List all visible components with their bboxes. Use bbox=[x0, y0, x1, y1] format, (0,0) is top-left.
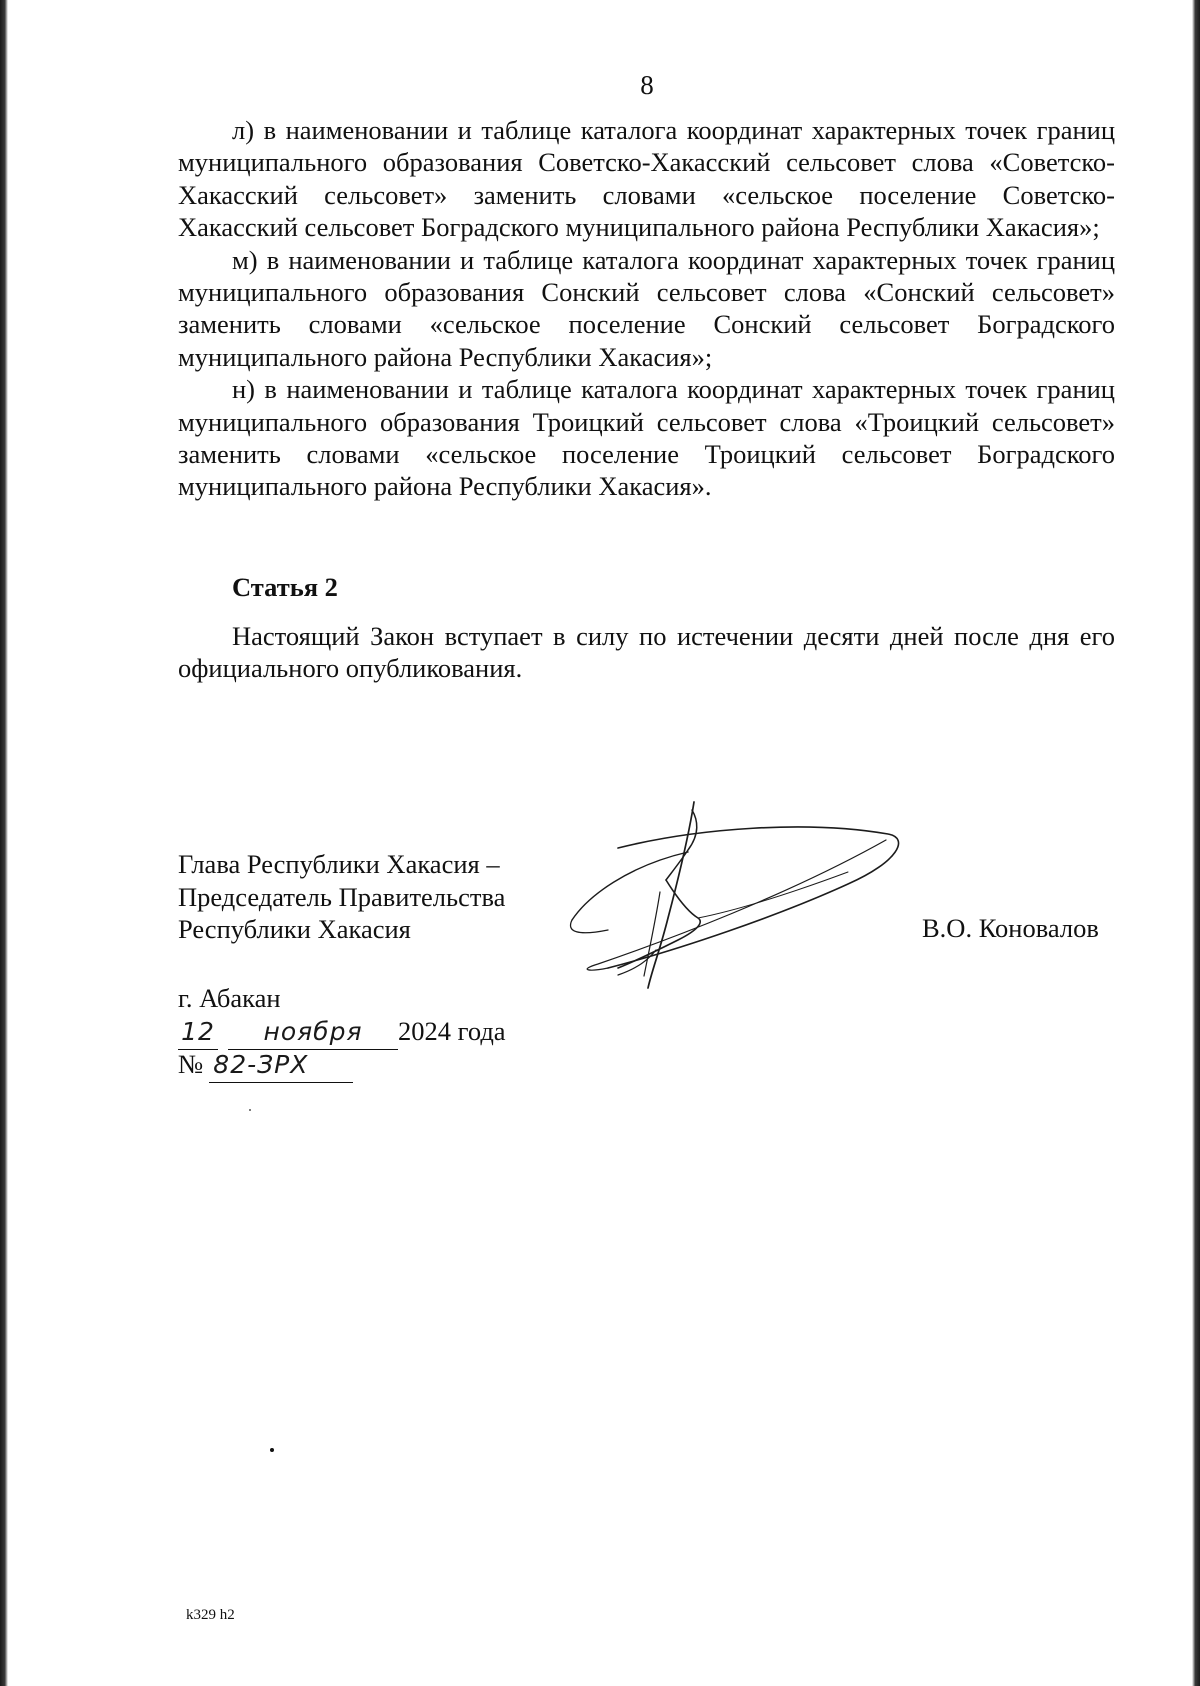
number-sign: № bbox=[178, 1049, 204, 1079]
signatory-line-1: Глава Республики Хакасия – bbox=[178, 849, 500, 879]
city: г. Абакан bbox=[178, 983, 281, 1013]
signatory-title bbox=[178, 848, 505, 946]
handwritten-signature bbox=[548, 800, 908, 990]
signatory-line-3: Республики Хакасия bbox=[178, 914, 411, 945]
scan-speck bbox=[270, 1448, 274, 1452]
amendment-item-l: л) в наименовании и таблице каталога координат характерных точек границ муниципального образования Советско-Хакасский сельсовет слова «Советско-Хакасский сельсовет» заменить словами «сельское поселение Советско-Хакасский сельсовет Боградского муниципального района Республики Хакасия»; bbox=[178, 115, 1115, 243]
law-number-line bbox=[178, 1048, 506, 1081]
article-body bbox=[178, 620, 1115, 685]
scan-edge-left bbox=[0, 0, 8, 1686]
date-year: 2024 года bbox=[398, 1016, 506, 1046]
scan-edge-right bbox=[1192, 0, 1200, 1686]
amendment-item-m: м) в наименовании и таблице каталога координат характерных точек границ муниципального образования Сонский сельсовет слова «Сонский сельсовет» заменить словами «сельское поселение Сонский сельсовет Боградского муниципального района Республики Хакасия»; bbox=[178, 244, 1115, 372]
signatory-line-2: Председатель Правительства bbox=[178, 881, 506, 912]
article-title: Статья 2 bbox=[232, 572, 338, 602]
law-number-handwritten: 82-ЗРХ bbox=[209, 1049, 353, 1083]
amendment-item-n: н) в наименовании и таблице каталога координат характерных точек границ муниципального образования Троицкий сельсовет слова «Троицкий сельсовет» заменить словами «сельское поселение Троицкий сельсовет Боградского муниципального района Республики Хакасия». bbox=[178, 374, 1115, 502]
page-number: 8 bbox=[640, 70, 654, 100]
date-month-handwritten: ноября bbox=[228, 1016, 398, 1050]
city-line bbox=[178, 982, 506, 1015]
document-footer-code: k329 h2 bbox=[186, 1607, 235, 1623]
amendments-list bbox=[178, 114, 1115, 503]
date-day-handwritten: 12 bbox=[178, 1016, 218, 1050]
place-and-date-block bbox=[178, 982, 506, 1081]
signatory-name: В.О. Коновалов bbox=[922, 913, 1099, 943]
date-line bbox=[178, 1015, 506, 1048]
article-text: Настоящий Закон вступает в силу по истечении десяти дней после дня его официального опубликования. bbox=[178, 621, 1115, 684]
scan-speck bbox=[249, 1109, 251, 1111]
